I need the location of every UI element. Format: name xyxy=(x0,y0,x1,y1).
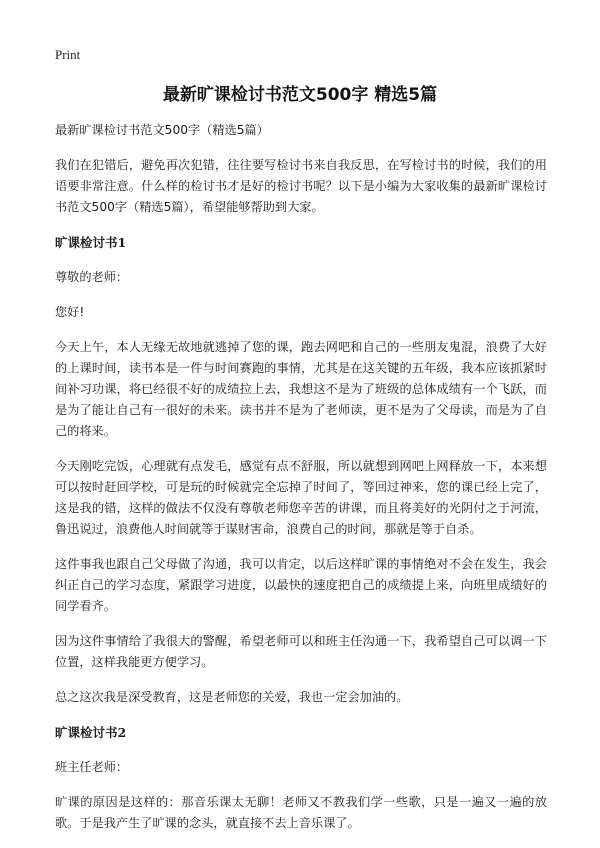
paragraph: 这件事我也跟自己父母做了沟通，我可以肯定，以后这样旷课的事情绝对不会在发生，我会纠正自己的学习态度，紧跟学习进度，以最快的速度把自己的成绩提上来，向班里成绩好的同学看齐。 xyxy=(55,557,547,613)
document-title: 最新旷课检讨书范文500字 精选5篇 xyxy=(162,85,438,105)
paragraph: 总之这次我是深受教育，这是老师您的关爱，我也一定会加油的。 xyxy=(55,690,409,704)
paragraph: 今天刚吃完饭，心理就有点发毛，感觉有点不舒服，所以就想到网吧上网释放一下，本来想可以按时赶回学校，可是玩的时候就完全忘掉了时间了，等回过神来，您的课已经上完了，这是我的错，这样的做法不仅没有尊敬老师您辛苦的讲课，而且将美好的光阴付之于河流，鲁迅说过，浪费他人时间就等于谋财害命，浪费自己的时间，那就是等于自杀。 xyxy=(55,459,547,536)
greeting-1: 尊敬的老师： xyxy=(55,270,129,284)
hello-line: 您好! xyxy=(55,305,85,319)
paragraph: 因为这件事情给了我很大的警醒，希望老师可以和班主任沟通一下，我希望自己可以调一下位置，这样我能更方便学习。 xyxy=(55,634,547,669)
paragraph: 旷课的原因是这样的：那音乐课太无聊！老师又不教我们学一些歌，只是一遍又一遍的放歌。于是我产生了旷课的念头，就直接不去上音乐课了。 xyxy=(55,795,547,830)
greeting-2: 班主任老师： xyxy=(55,760,129,774)
section-heading-2: 旷课检讨书2 xyxy=(55,725,127,740)
intro-paragraph: 我们在犯错后，避免再次犯错，往往要写检讨书来自我反思，在写检讨书的时候，我们的用语要非常注意。什么样的检讨书才是好的检讨书呢？以下是小编为大家收集的最新旷课检讨书范文500字（精选5篇），希望能够帮助到大家。 xyxy=(55,158,547,214)
section-heading-1: 旷课检讨书1 xyxy=(55,235,127,250)
subtitle: 最新旷课检讨书范文500字（精选5篇） xyxy=(55,123,269,137)
paragraph: 今天上午，本人无缘无故地就逃掉了您的课，跑去网吧和自己的一些朋友鬼混，浪费了大好的上课时间，读书本是一件与时间赛跑的事情，尤其是在这关键的五年级，我本应该抓紧时间补习功课，将已经很不好的成绩拉上去，我想这不是为了班级的总体成绩有一个飞跃，而是为了能让自己有一很好的未来。读书并不是为了老师读，更不是为了父母读，而是为了自己的将来。 xyxy=(55,340,547,438)
print-label: Print xyxy=(55,47,81,62)
document-body xyxy=(55,120,547,848)
